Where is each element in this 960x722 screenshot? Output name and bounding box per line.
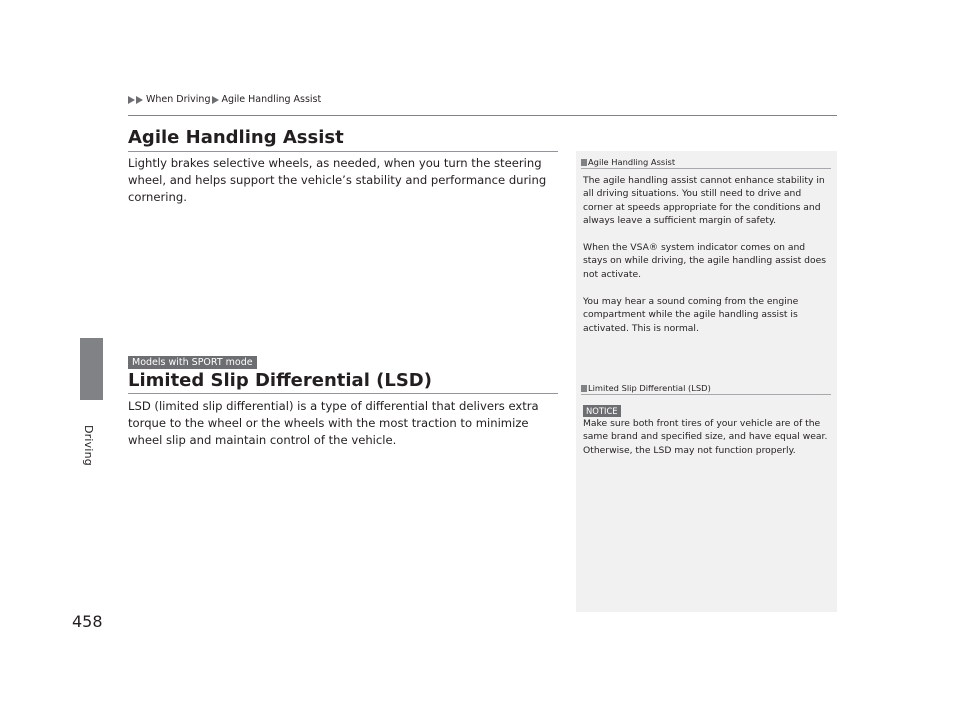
section-title-lsd: Limited Slip Differential (LSD) (128, 370, 432, 391)
note-paragraph: You may hear a sound coming from the engine compartment while the agile handling assist is activated. This is normal. (583, 296, 799, 334)
note-paragraph: When the VSA® system indicator comes on and stays on while driving, the agile handling assist does not activate. (583, 242, 827, 280)
section-body-agile-handling-assist: Lightly brakes selective wheels, as needed, when you turn the steering wheel, and helps support the vehicle’s stability and performance during cornering. (128, 156, 547, 204)
section-tab-label: Driving (82, 425, 95, 466)
breadcrumb-link-when-driving[interactable]: When Driving (146, 94, 211, 105)
section-title-divider (128, 151, 558, 152)
note-reference-icon (581, 159, 587, 166)
breadcrumb-arrow-icon (128, 96, 135, 104)
model-applicability-badge: Models with SPORT mode (128, 356, 257, 369)
note-divider (581, 168, 831, 169)
note-heading-agile-handling-assist[interactable] (581, 157, 675, 167)
section-tab-marker (80, 338, 103, 400)
breadcrumb (128, 94, 321, 105)
section-title-agile-handling-assist: Agile Handling Assist (128, 127, 344, 148)
note-heading-label: Limited Slip Differential (LSD) (588, 383, 711, 393)
breadcrumb-arrow-icon (136, 96, 143, 104)
header-divider (128, 115, 837, 116)
note-divider (581, 394, 831, 395)
section-body-lsd: LSD (limited slip differential) is a type of differential that delivers extra torque to the wheel or the wheels with the most traction to minimize wheel slip and maintain control of the vehicle. (128, 399, 539, 447)
note-paragraph: Make sure both front tires of your vehicle are of the same brand and specified size, and have equal wear. Otherwise, the LSD may not function properly. (583, 418, 828, 456)
note-heading-label: Agile Handling Assist (588, 157, 676, 167)
page-number: 458 (72, 612, 103, 631)
note-heading-lsd[interactable] (581, 383, 711, 393)
breadcrumb-link-agile-handling-assist[interactable]: Agile Handling Assist (221, 94, 322, 105)
breadcrumb-arrow-icon (212, 96, 219, 104)
notice-badge: NOTICE (583, 405, 621, 417)
note-paragraph: The agile handling assist cannot enhance stability in all driving situations. You still need to drive and corner at speeds appropriate for the conditions and always leave a sufficient margin of safety. (583, 175, 825, 227)
note-reference-icon (581, 385, 587, 392)
section-title-divider (128, 393, 558, 394)
